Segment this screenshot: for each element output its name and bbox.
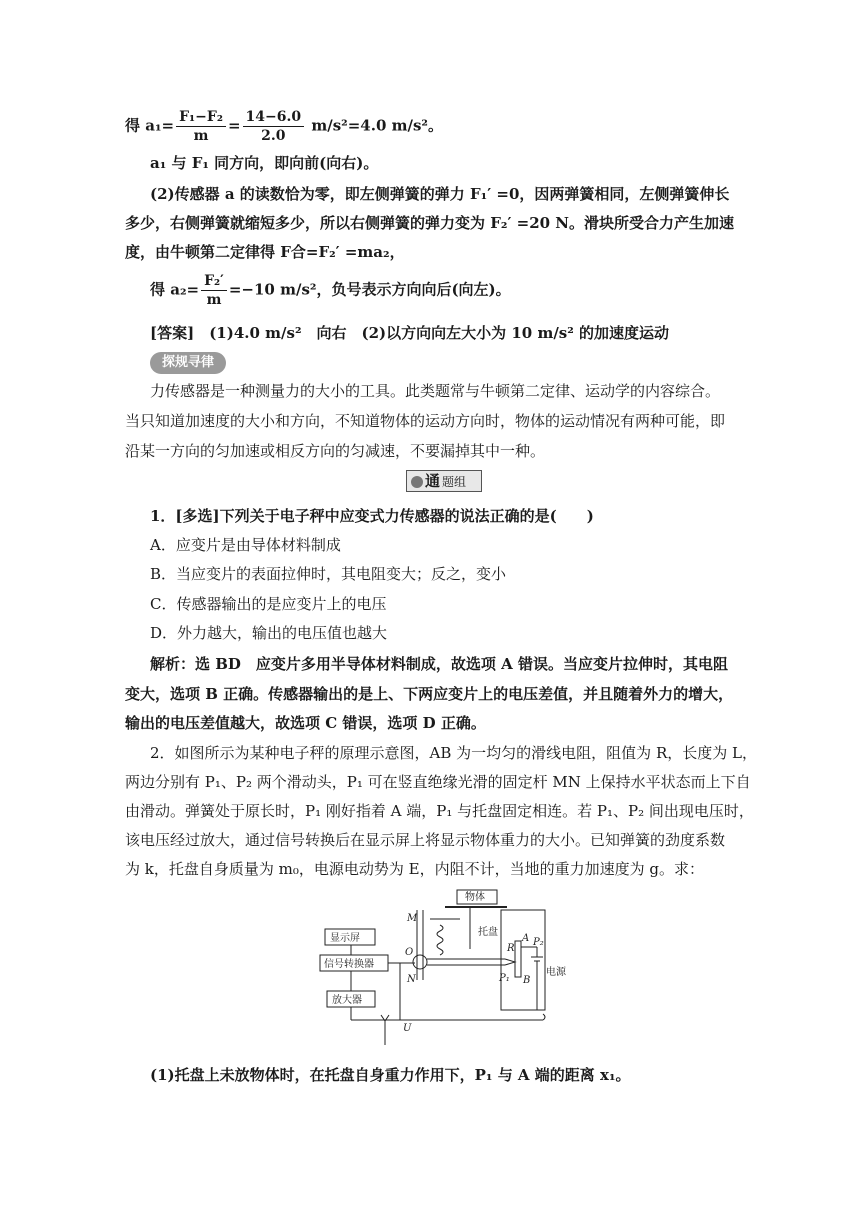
- figure-label-amplifier: 放大器: [332, 995, 362, 1006]
- figure-label-converter: 信号转换器: [324, 959, 374, 970]
- figure-label-a: A: [522, 933, 530, 944]
- question1-stem: 1．[多选]下列关于电子秤中应变式力传感器的说法正确的是( ): [150, 507, 594, 525]
- question2-line2: 两边分别有 P₁、P₂ 两个滑动头，P₁ 可在竖直绝缘光滑的固定杆 MN 上保持水平状态而上下自: [125, 773, 751, 791]
- figure-label-b: B: [523, 975, 531, 986]
- question1-option-b: B．当应变片的表面拉伸时，其电阻变大；反之，变小: [150, 565, 507, 583]
- fraction: $\frac{14-6.0}{2.0}$: [243, 108, 305, 145]
- figure-label-object: 物体: [465, 892, 485, 903]
- figure-label-r: R: [507, 943, 515, 954]
- question2-line3: 由滑动。弹簧处于原长时，P₁ 刚好指着 A 端，P₁ 与托盘固定相连。若 P₁、P₂ 间出现电压时，: [125, 802, 754, 820]
- fraction: $\frac{\text{F₂′}}{m}$: [201, 272, 227, 309]
- solution-line-a1: 得 a₁= $\frac{\text{F₁−F₂}}{m}$ = $\frac{14-6.0}{2.0}$ m/s²=4.0 m/s²。: [125, 109, 443, 144]
- figure-label-display: 显示屏: [330, 933, 360, 944]
- resistor-ab: [515, 941, 521, 977]
- section-heading: 通 题组: [406, 470, 482, 492]
- solution-para2-line2: 多少，右侧弹簧就缩短多少，所以右侧弹簧的弹力变为 F₂′ =20 N。滑块所受合力产生加速: [125, 214, 734, 232]
- figure-label-tray: 托盘: [478, 927, 498, 938]
- question2-line5: 为 k，托盘自身质量为 m₀，电源电动势为 E，内阻不计，当地的重力加速度为 g。求：: [125, 860, 704, 878]
- question1-explanation-line1: 解析：选 BD 应变片多用半导体材料制成，故选项 A 错误。当应变片拉伸时，其电阻: [150, 655, 728, 673]
- figure-label-o: O: [405, 947, 414, 958]
- question1-option-d: D．外力越大，输出的电压值也越大: [150, 624, 388, 642]
- electronic-scale-diagram: [315, 885, 570, 1055]
- question1-explanation-line3: 输出的电压差值越大，故选项 C 错误，选项 D 正确。: [125, 714, 486, 732]
- figure-label-u: U: [403, 1023, 412, 1034]
- figure-label-p2: P₂: [533, 937, 544, 948]
- question2-line4: 该电压经过放大，通过信号转换后在显示屏上将显示物体重力的大小。已知弹簧的劲度系数: [125, 831, 726, 849]
- solution-para2-line1: (2)传感器 a 的读数恰为零，即左侧弹簧的弹力 F₁′ =0，因两弹簧相同，左侧弹簧伸长: [150, 185, 730, 203]
- figure-label-p1: P₁: [499, 973, 510, 984]
- tip-paragraph-line3: 沿某一方向的匀加速或相反方向的匀减速，不要漏掉其中一种。: [125, 442, 546, 460]
- question2-sub1: (1)托盘上未放物体时，在托盘自身重力作用下，P₁ 与 A 端的距离 x₁。: [150, 1066, 631, 1084]
- question1-option-c: C．传感器输出的是应变片上的电压: [150, 595, 387, 613]
- question2-line1: 2．如图所示为某种电子秤的原理示意图，AB 为一均匀的滑线电阻，阻值为 R，长度为 L，: [150, 744, 757, 762]
- fraction: $\frac{\text{F₁−F₂}}{m}$: [176, 108, 226, 145]
- question1-option-a: A．应变片是由导体材料制成: [150, 536, 341, 554]
- section-heading-icon: [411, 476, 423, 488]
- pivot-o: [413, 955, 427, 969]
- question1-explanation-line2: 变大，选项 B 正确。传感器输出的是上、下两应变片上的电压差值，并且随着外力的增大，: [125, 685, 734, 703]
- figure-label-n: N: [407, 974, 416, 985]
- figure-label-power: 电源: [546, 967, 566, 978]
- tip-paragraph-line1: 力传感器是一种测量力的大小的工具。此类题常与牛顿第二定律、运动学的内容综合。: [150, 382, 721, 400]
- solution-line-direction: a₁ 与 F₁ 同方向，即向前(向右)。: [150, 154, 379, 172]
- tip-paragraph-line2: 当只知道加速度的大小和方向，不知道物体的运动方向时，物体的运动情况有两种可能，即: [125, 412, 726, 430]
- solution-line-a2: 得 a₂= $\frac{\text{F₂′}}{m}$ =−10 m/s²，负号表示方向向后(向左)。: [150, 273, 511, 308]
- tip-badge: 探规寻律: [150, 352, 226, 374]
- answer-line: [答案] (1)4.0 m/s² 向右 (2)以方向向左大小为 10 m/s² 的加速度运动: [150, 324, 670, 342]
- solution-para2-line3: 度，由牛顿第二定律得 F合=F₂′ =ma₂，: [125, 243, 405, 261]
- figure-label-m: M: [407, 913, 418, 924]
